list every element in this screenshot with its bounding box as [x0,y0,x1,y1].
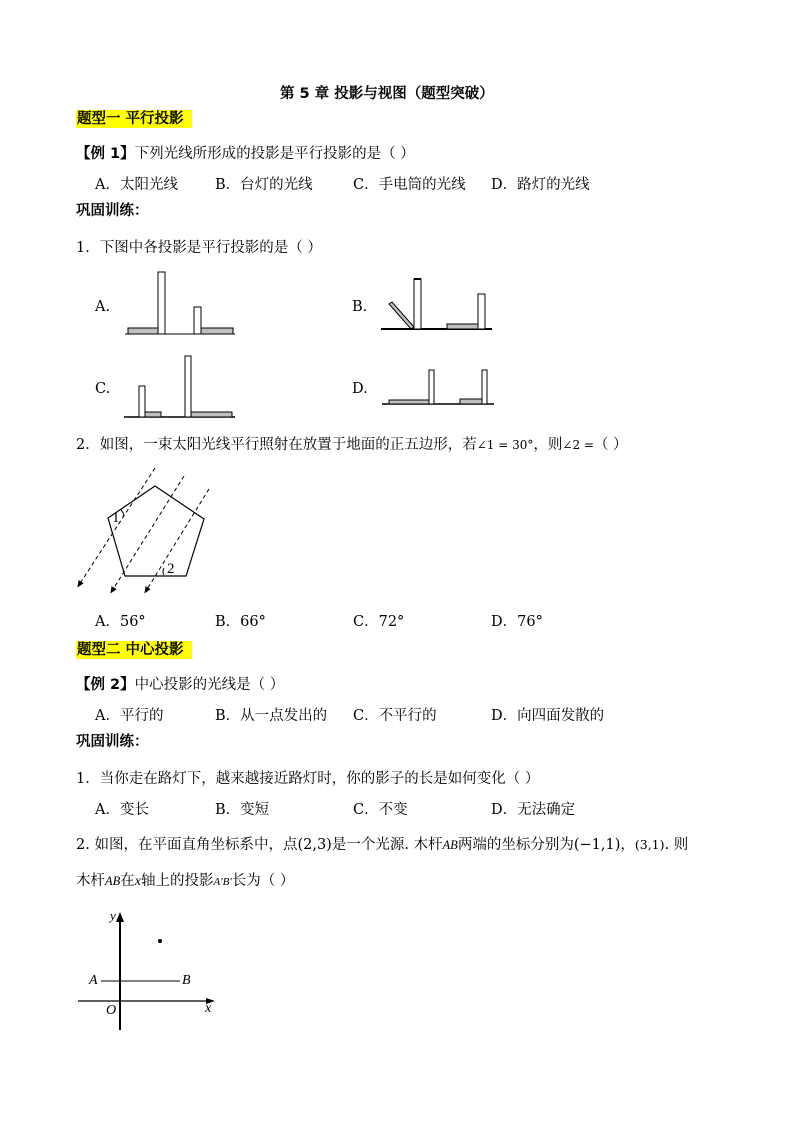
example-tag: 【例 2】 [76,677,135,693]
projection-label: A′B′ [213,876,232,888]
light-source-coord: (2,3) [297,837,332,853]
figure-label-a: A. [95,299,111,315]
s2-q1-question: 1．当你走在路灯下，越来越接近路灯时，你的影子的长是如何变化（ ） [76,771,540,787]
figure-label-b: B. [352,299,368,315]
angle1-expression: ∠1 = 30° [476,438,534,452]
light-source-point [158,939,162,943]
figure-label-d: D. [352,381,368,397]
figure-label-c: C. [95,381,111,397]
example-question-text: 下列光线所形成的投影是平行投影的是（ ） [134,146,415,162]
y-label: y [110,908,116,923]
y-axis-arrow [116,912,124,922]
example-1-option-d: D．路灯的光线 [491,177,590,193]
text: ， [620,837,635,853]
coord-b: (3,1) [634,837,665,852]
text: . 则 [664,837,689,853]
section-heading-text: 题型一 平行投影 [76,110,192,128]
example-1-option-b: B．台灯的光线 [215,177,313,193]
s2-q1-option-c: C．不变 [353,802,408,818]
text: 在 [120,873,135,889]
example-1-option-c: C．手电筒的光线 [353,177,466,193]
q2-option-d: D．76° [491,614,543,630]
point-b-label: B [182,973,191,988]
text: 是一个光源. 木杆 [331,837,443,853]
example-2-option-b: B．从一点发出的 [215,708,328,724]
example-2-option-d: D．向四面发散的 [491,708,605,724]
example-2-option-a: A．平行的 [95,708,164,724]
angle2-label: 2 [167,561,175,577]
practice-label: 巩固训练： [76,203,149,219]
text: 轴上的投影 [141,873,214,889]
q2-text-suffix: （ ） [593,437,628,453]
angle1-label: 1 [112,510,120,526]
text: 2. 如图，在平面直角坐标系中，点 [76,837,298,853]
q1-question: 1．下图中各投影是平行投影的是（ ） [76,240,322,256]
origin-label: O [106,1003,117,1018]
point-a-label: A [89,973,98,988]
coord-a: (−1,1) [573,837,621,853]
practice-label-2: 巩固训练： [76,734,149,750]
x-label: x [205,1001,212,1016]
q2-text-prefix: 2．如图，一束太阳光线平行照射在放置于地面的正五边形，若 [76,437,477,453]
q2-option-a: A．56° [95,614,146,630]
s2-q1-option-b: B．变短 [215,802,270,818]
rod-label: AB [105,874,121,888]
angle2-expression: ∠2 = [562,438,594,452]
text: 长为（ ） [231,873,295,889]
s2-q1-option-d: D．无法确定 [491,802,576,818]
page-title: 第 5 章 投影与视图（题型突破） [280,86,494,102]
axis-x-label: x [134,874,141,889]
rod-label: AB [442,838,458,852]
s2-q1-option-a: A．变长 [95,802,149,818]
example-tag: 【例 1】 [76,146,135,162]
q2-text-mid: ，则 [533,437,563,453]
example-1-option-a: A．太阳光线 [95,177,178,193]
section-heading-text: 题型二 中心投影 [76,641,192,659]
q2-option-c: C．72° [353,614,405,630]
example-2-option-c: C．不平行的 [353,708,437,724]
example-question-text: 中心投影的光线是（ ） [134,677,285,693]
q2-option-b: B．66° [215,614,266,630]
text: 木杆 [76,873,105,889]
text: 两端的坐标分别为 [457,837,574,853]
